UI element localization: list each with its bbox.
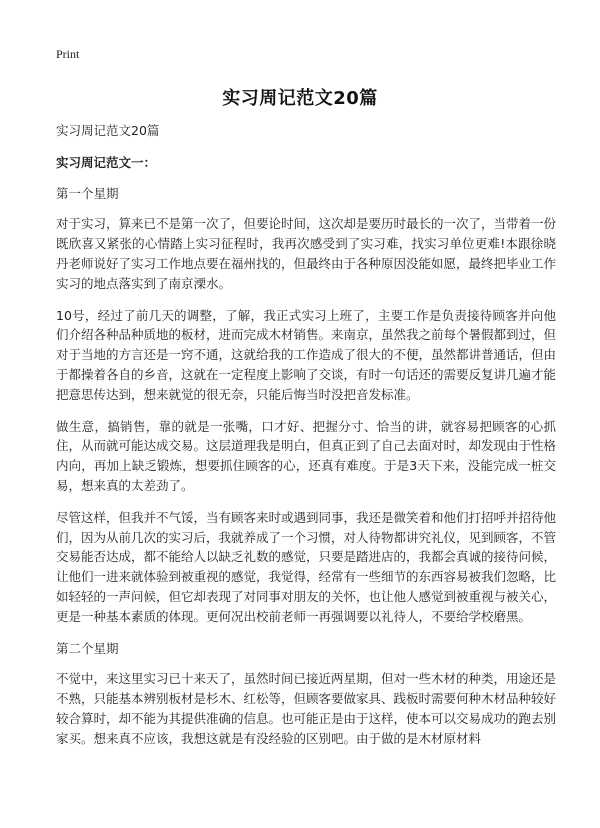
paragraph: 对于实习，算来已不是第一次了，但要论时间，这次却是要历时最长的一次了，当带着一份既欣喜又紧张的心情踏上实习征程时，我再次感受到了实习难，找实习单位更难!本跟徐晓丹老师说好了实习工作地点要在福州找的，但最终由于各种原因没能如愿，最终把毕业工作实习的地点落实到了南京溧水。 bbox=[56, 216, 557, 291]
page-title: 实习周记范文20篇 bbox=[222, 88, 378, 109]
document-body bbox=[56, 121, 556, 761]
paragraph: 10号，经过了前几天的调整，了解，我正式实习上班了，主要工作是负责接待顾客并向他们介绍各种品种质地的板材，进而完成木材销售。来南京，虽然我之前每个暑假都到过，但对于当地的方言还是一窍不通，这就给我的工作造成了很大的不便，虽然都讲普通话，但由于都操着各自的乡音，这就在一定程度上影响了交谈，有时一句话还的需要反复讲几遍才能把意思传达到，想来就觉的很无奈，只能后悔当时没把音发标准。 bbox=[56, 307, 557, 402]
paragraph: 不觉中，来这里实习已十来天了，虽然时间已接近两星期，但对一些木材的种类，用途还是不熟，只能基本辨别板材是杉木、红松等，但顾客要做家具、践板时需要何种木材品种较好较合算时，却不能为其提供准确的信息。也可能正是由于这样，使本可以交易成功的跑去别家买。想来真不应该，我想这就是有没经验的区别吧。由于做的是木材原材料 bbox=[56, 671, 557, 746]
article-heading: 实习周记范文一： bbox=[56, 154, 157, 170]
document-subtitle: 实习周记范文20篇 bbox=[56, 123, 160, 138]
print-link[interactable]: Print bbox=[56, 47, 80, 61]
paragraph: 做生意，搞销售，靠的就是一张嘴，口才好、把握分寸、恰当的讲，就容易把顾客的心抓住，从而就可能达成交易。这层道理我是明白，但真正到了自己去面对时，却发现由于性格内向，再加上缺乏锻炼，想要抓住顾客的心，还真有难度。于是3天下来，没能完成一桩交易，想来真的太差劲了。 bbox=[56, 418, 557, 493]
section-heading-week-1: 第一个星期 bbox=[56, 185, 119, 201]
paragraph: 尽管这样，但我并不气馁，当有顾客来时或遇到同事，我还是微笑着和他们打招呼并招待他们，因为从前几次的实习后，我就养成了一个习惯，对人待物都讲究礼仪，见到顾客，不管交易能否达成，都不能给人以缺乏礼数的感觉，只要是踏进店的，我都会真诚的接待问候，让他们一进来就体验到被重视的感觉，我觉得，经常有一些细节的东西容易被我们忽略，比如轻轻的一声问候，但它却表现了对同事对朋友的关怀，也让他人感觉到被重视与被关心，更是一种基本素质的体现。更何况出校前老师一再强调要以礼待人，不要给学校磨黑。 bbox=[56, 509, 557, 624]
section-heading-week-2: 第二个星期 bbox=[56, 640, 119, 656]
